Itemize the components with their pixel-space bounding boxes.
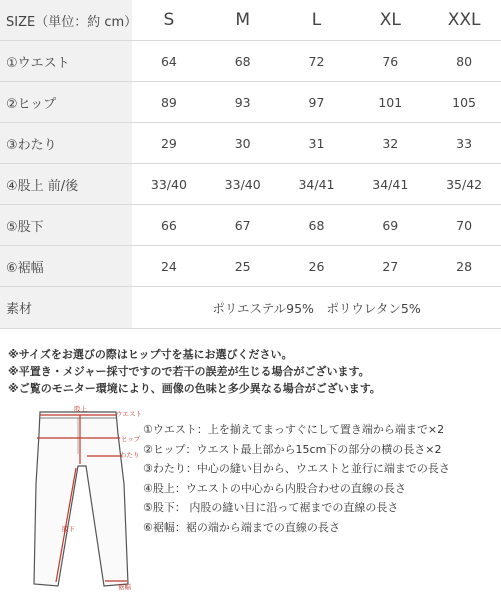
- table-cell: 68: [280, 205, 354, 246]
- note-line: ※ご覧のモニター環境により、画像の色味と多少異なる場合がございます。: [8, 382, 381, 395]
- table-cell: 34/41: [280, 164, 354, 205]
- table-cell: 29: [132, 123, 206, 164]
- table-row: [0, 205, 501, 246]
- table-cell: 33/40: [206, 164, 280, 205]
- notes: [8, 346, 498, 397]
- table-cell: 24: [132, 246, 206, 287]
- table-cell: 69: [353, 205, 427, 246]
- desc-line: ⑤股下： 内股の縫い目に沿って裾までの直線の長さ: [143, 501, 399, 514]
- note-line: ※平置き・メジャー採寸ですので若干の誤差が生じる場合がございます。: [8, 365, 370, 378]
- inseam-label: 股下: [62, 525, 75, 533]
- table-cell: 33: [427, 123, 501, 164]
- table-row: [0, 164, 501, 205]
- table-row: [0, 41, 501, 82]
- size-header-l: L: [311, 10, 322, 30]
- row-label: ⑤股下: [0, 205, 132, 246]
- table-row: [0, 82, 501, 123]
- hip-label: ヒップ: [121, 435, 141, 443]
- row-label: ⑥裾幅: [0, 246, 132, 287]
- table-cell: 35/42: [427, 164, 501, 205]
- table-cell: 89: [132, 82, 206, 123]
- waist-label: ウエスト: [116, 410, 142, 418]
- table-cell: 31: [280, 123, 354, 164]
- table-cell: 34/41: [353, 164, 427, 205]
- size-header-s: S: [163, 10, 175, 30]
- table-cell: 33/40: [132, 164, 206, 205]
- row-label: ④股上 前/後: [0, 164, 132, 205]
- material-label: 素材: [0, 287, 132, 329]
- table-cell: 97: [280, 82, 354, 123]
- table-cell: 70: [427, 205, 501, 246]
- row-label: ②ヒップ: [0, 82, 132, 123]
- measurement-descriptions: [143, 420, 498, 537]
- size-header-row: [0, 0, 501, 41]
- note-line: ※サイズをお選びの際はヒップ寸を基にお選びください。: [8, 348, 293, 361]
- pants-diagram: [8, 404, 158, 594]
- table-cell: 66: [132, 205, 206, 246]
- table-cell: 80: [427, 41, 501, 82]
- size-header-m: M: [235, 10, 251, 30]
- table-cell: 105: [427, 82, 501, 123]
- table-cell: 101: [353, 82, 427, 123]
- rise-label: 股上: [74, 405, 87, 413]
- desc-line: ③わたり：中心の縫い目から、ウエストと並行に端までの長さ: [143, 462, 450, 475]
- table-cell: 27: [353, 246, 427, 287]
- table-cell: 25: [206, 246, 280, 287]
- desc-line: ⑥裾幅：裾の端から端までの直線の長さ: [143, 520, 340, 534]
- table-row: [0, 123, 501, 164]
- table-cell: 28: [427, 246, 501, 287]
- table-cell: 76: [353, 41, 427, 82]
- desc-line: ②ヒップ：ウエスト最上部から15cm下の部分の横の長さ×2: [143, 442, 442, 456]
- size-unit-label: SIZE（単位：約 cm）: [0, 0, 132, 41]
- row-label: ③わたり: [0, 123, 132, 164]
- table-cell: 93: [206, 82, 280, 123]
- table-cell: 68: [206, 41, 280, 82]
- table-cell: 64: [132, 41, 206, 82]
- table-row: [0, 246, 501, 287]
- hem-label: 裾幅: [118, 583, 131, 591]
- pants-outline: [8, 404, 158, 594]
- desc-line: ①ウエスト：上を揃えてまっすぐにして置き端から端まで×2: [143, 423, 445, 436]
- table-cell: 30: [206, 123, 280, 164]
- size-header-xxl: XXL: [447, 10, 481, 30]
- material-row: [0, 287, 501, 329]
- row-label: ①ウエスト: [0, 41, 132, 82]
- thigh-label: わたり: [120, 451, 140, 459]
- desc-line: ④股上：ウエストの中心から内股合わせの直線の長さ: [143, 481, 406, 495]
- material-value: ポリエステル95% ポリウレタン5%: [132, 287, 501, 329]
- table-cell: 67: [206, 205, 280, 246]
- table-cell: 72: [280, 41, 354, 82]
- table-cell: 26: [280, 246, 354, 287]
- table-cell: 32: [353, 123, 427, 164]
- size-header-xl: XL: [379, 10, 401, 30]
